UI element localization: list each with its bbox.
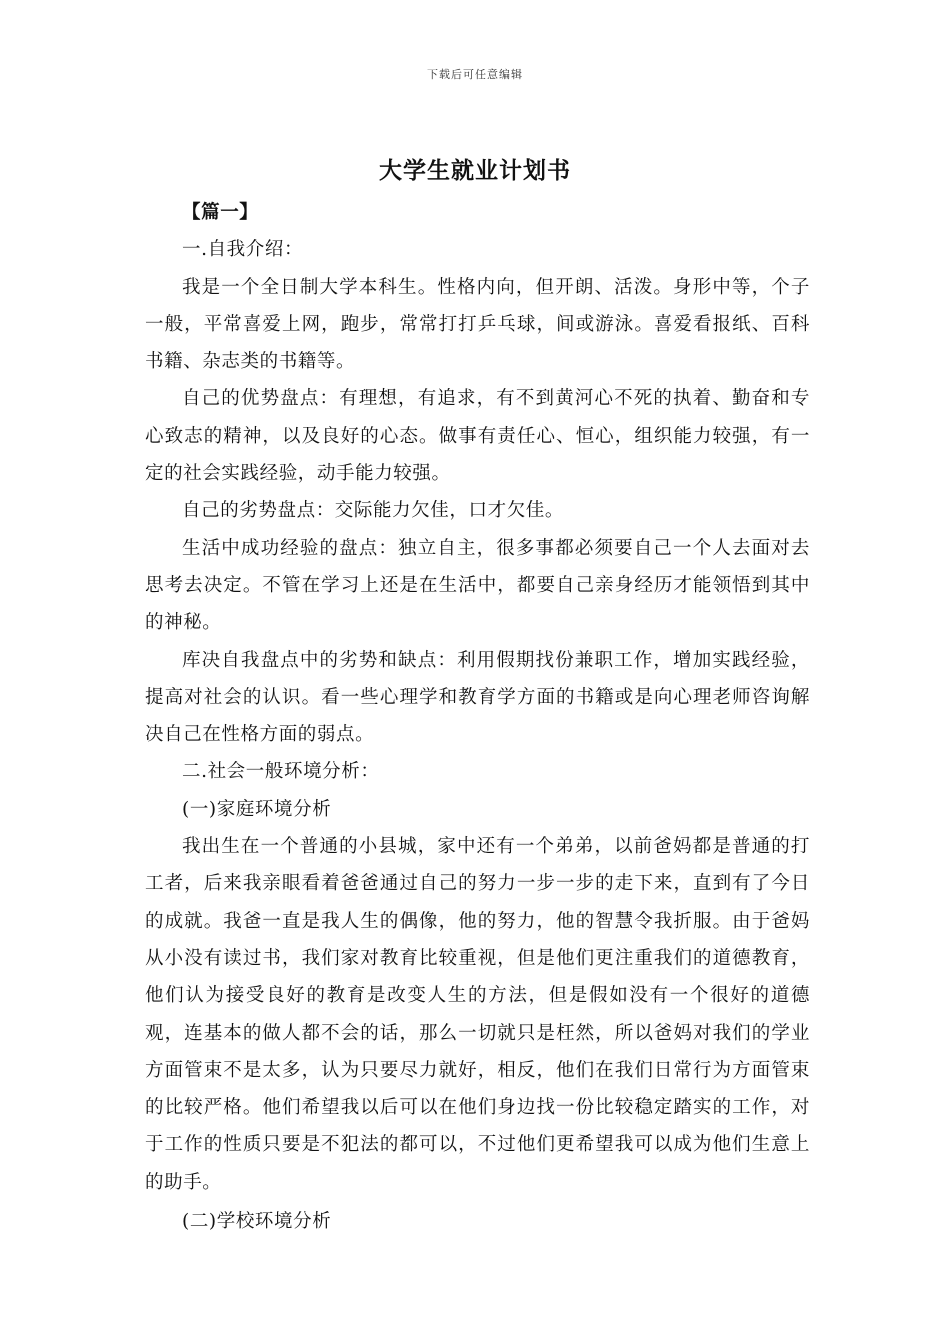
paragraph: 生活中成功经验的盘点：独立自主，很多事都必须要自己一个人去面对去思考去决定。不管在学习上还是在生活中，都要自己亲身经历才能领悟到其中的神秘。	[145, 537, 810, 634]
paragraph: 我是一个全日制大学本科生。性格内向，但开朗、活泼。身形中等，个子一般，平常喜爱上网，跑步，常常打打乒乓球，间或游泳。喜爱看报纸、百科书籍、杂志类的书籍等。	[145, 276, 810, 373]
paragraph: 自己的优势盘点：有理想，有追求，有不到黄河心不死的执着、勤奋和专心致志的精神，以及良好的心态。做事有责任心、恒心，组织能力较强，有一定的社会实践经验，动手能力较强。	[145, 388, 810, 485]
paragraph: 自己的劣势盘点：交际能力欠佳，口才欠佳。	[182, 500, 565, 522]
paragraph: 我出生在一个普通的小县城，家中还有一个弟弟，以前爸妈都是普通的打工者，后来我亲眼看着爸爸通过自己的努力一步一步的走下来，直到有了今日的成就。我爸一直是我人生的偶像，他的努力，他的智慧令我折服。由于爸妈从小没有读过书，我们家对教育比较重视，但是他们更注重我们的道德教育，他们认为接受良好的教育是改变人生的方法，但是假如没有一个很好的道德观，连基本的做人都不会的话，那么一切就只是枉然，所以爸妈对我们的学业方面管束不是太多，认为只要尽力就好，相反，他们在我们日常行为方面管束的比较严格。他们希望我以后可以在他们身边找一份比较稳定踏实的工作，对于工作的性质只要是不犯法的都可以，不过他们更希望我可以成为他们生意上的助手。	[145, 836, 810, 1193]
page-header-note: 下载后可任意编辑	[427, 68, 523, 81]
paragraph: 库决自我盘点中的劣势和缺点：利用假期找份兼职工作，增加实践经验，提高对社会的认识。看一些心理学和教育学方面的书籍或是向心理老师咨询解决自己在性格方面的弱点。	[145, 649, 810, 746]
section-heading: 一.自我介绍：	[182, 239, 304, 261]
document-title: 大学生就业计划书	[379, 158, 571, 184]
subsection-heading: (二)学校环境分析	[182, 1211, 332, 1233]
subsection-heading: (一)家庭环境分析	[182, 798, 332, 820]
document-body	[145, 194, 810, 1240]
section-heading: 二.社会一般环境分析：	[182, 761, 380, 783]
section-label: 【篇一】	[182, 202, 259, 223]
